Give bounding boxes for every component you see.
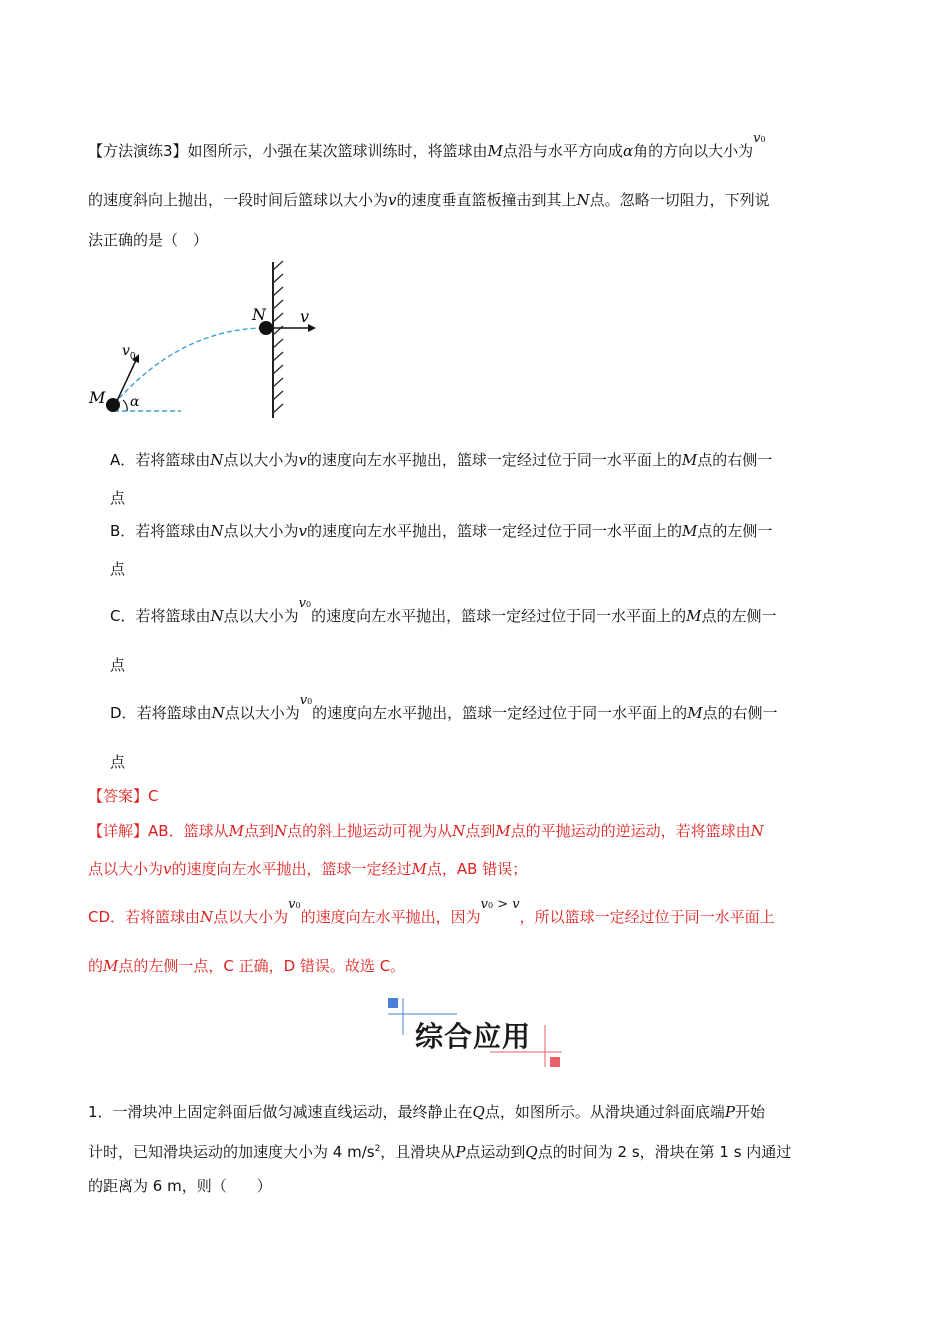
option-b[interactable]: B．若将篮球由N点以大小为v的速度向左水平抛出，篮球一定经过位于同一水平面上的M点的左侧一 xyxy=(110,522,773,540)
section-title: 综合应用 xyxy=(415,1020,532,1053)
option-b-cont: 点 xyxy=(110,560,126,578)
label-alpha: α xyxy=(130,394,140,410)
answer-value: C xyxy=(148,787,159,805)
question-line-2: 的速度斜向上抛出，一段时间后篮球以大小为v的速度垂直篮板撞击到其上N点。忽略一切阻力，下列说 xyxy=(88,191,770,209)
problem1-line-3: 的距离为 6 m，则（ ） xyxy=(88,1177,272,1195)
option-d-cont: 点 xyxy=(110,753,126,771)
basketball-figure xyxy=(86,258,326,423)
label-N: N xyxy=(252,305,266,324)
option-a-cont: 点 xyxy=(110,489,126,507)
label-M: M xyxy=(89,388,106,407)
question-line-1: 【方法演练3】如图所示，小强在某次篮球训练时，将篮球由M点沿与水平方向成α角的方向以大小为v0 xyxy=(88,140,766,165)
question-tag: 【方法演练3】 xyxy=(88,142,188,160)
detail-line-4: 的M点的左侧一点，C 正确，D 错误。故选 C。 xyxy=(88,957,406,975)
v0-symbol: v0 xyxy=(753,131,766,146)
question-line-3: 法正确的是（ ） xyxy=(88,231,209,249)
label-v0: $v_0$ xyxy=(122,343,136,362)
banner-blue-square xyxy=(388,998,398,1008)
option-c[interactable]: C．若将篮球由N点以大小为v0的速度向左水平抛出，篮球一定经过位于同一水平面上的M点的左侧一 xyxy=(110,596,777,625)
angle-arc xyxy=(123,400,127,411)
problem1-line-1: 1．一滑块冲上固定斜面后做匀减速直线运动，最终静止在Q点，如图所示。从滑块通过斜面底端P开始 xyxy=(88,1103,765,1121)
detail-line-1: 【详解】AB．篮球从M点到N点的斜上抛运动可视为从N点到M点的平抛运动的逆运动，若将篮球由N xyxy=(88,822,764,840)
wall-hatching xyxy=(273,261,283,413)
ball-M xyxy=(106,398,120,412)
problem1-line-2: 计时，已知滑块运动的加速度大小为 4 $m/s^2$，且滑块从P点运动到Q点的时间为 2 s，滑块在第 1 s 内通过 xyxy=(88,1143,792,1161)
trajectory-curve xyxy=(114,328,266,404)
section-banner xyxy=(385,995,565,1070)
answer-line: 【答案】C xyxy=(88,787,159,805)
option-c-cont: 点 xyxy=(110,656,126,674)
option-a[interactable]: A．若将篮球由N点以大小为v的速度向左水平抛出，篮球一定经过位于同一水平面上的M点的右侧一 xyxy=(110,451,773,469)
v-arrowhead xyxy=(308,324,316,332)
detail-line-2: 点以大小为v的速度向左水平抛出，篮球一定经过M点，AB 错误； xyxy=(88,860,528,878)
option-d[interactable]: D．若将篮球由N点以大小为v0的速度向左水平抛出，篮球一定经过位于同一水平面上的M点的右侧一 xyxy=(110,693,778,722)
detail-line-3: CD．若将篮球由N点以大小为v0的速度向左水平抛出，因为v0 > v，所以篮球一定经过位于同一水平面上 xyxy=(88,897,775,926)
label-v: v xyxy=(300,307,310,326)
banner-red-square xyxy=(550,1057,560,1067)
